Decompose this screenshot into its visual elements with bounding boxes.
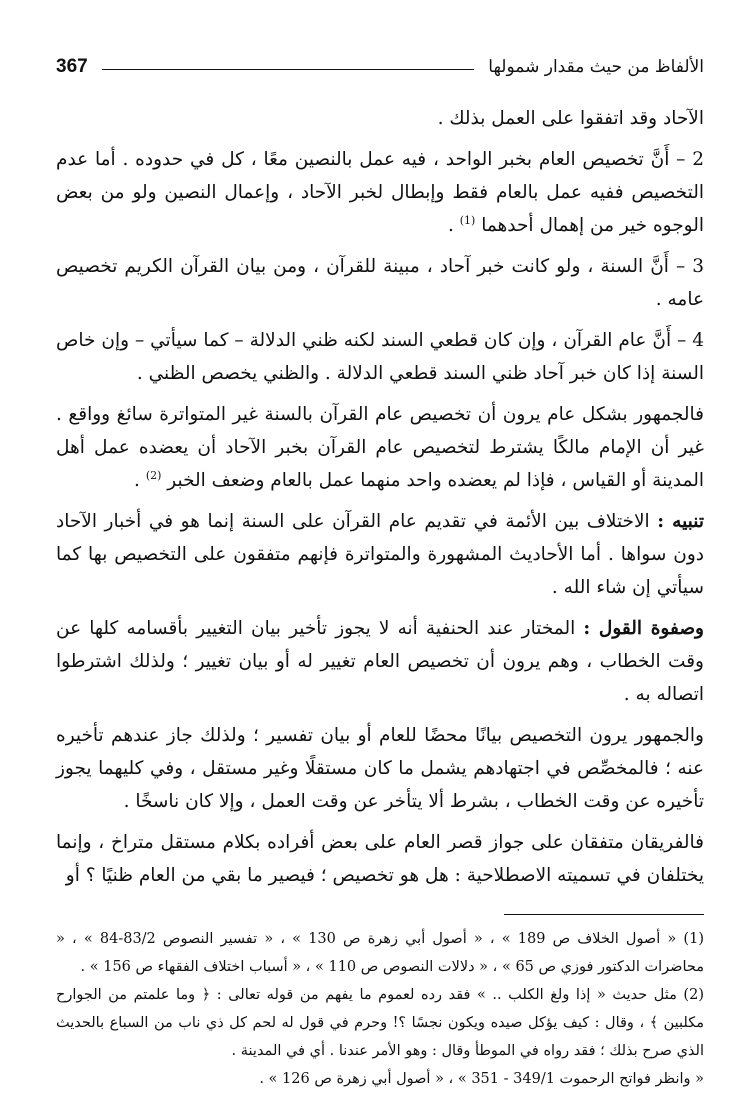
paragraph-9: فالفريقان متفقان على جواز قصر العام على بعض أفراده بكلام مستقل متراخ ، وإنما يختلفان في تسميته الاصطلاحية : هل هو تخصيص ؛ فيصير ما بقي من العام ظنيًا ؟ أو <box>56 832 704 886</box>
page-header <box>56 50 704 84</box>
header-rule <box>102 69 475 70</box>
main-text <box>56 102 704 892</box>
paragraph-8: والجمهور يرون التخصيص بيانًا محضًا للعام أو بيان تفسير ؛ ولذلك جاز عندهم تأخيره عنه ؛ فالمخصِّص في اجتهادهم يشمل ما كان مستقلًا وغير مستقل ، وفي كليهما يجوز تأخيره عن وقت الخطاب ، بشرط ألا يتأخر عن وقت العمل ، وإلا كان ناسخًا . <box>56 725 704 812</box>
paragraph-4: 4 – أَنَّ عام القرآن ، وإن كان قطعي السند لكنه ظني الدلالة – كما سيأتي – وإن خاص السنة إذا كان خبر آحاد ظني السند قطعي الدلالة . والظني يخصص الظني . <box>56 330 704 384</box>
paragraph-3: 3 – أَنَّ السنة ، ولو كانت خبر آحاد ، مبينة للقرآن ، ومن بيان القرآن الكريم تخصيص عامه . <box>56 256 704 310</box>
footnote-3: « وانظر فواتح الرحموت 349/1 - 351 » ، « أصول أبي زهرة ص 126 » . <box>259 1071 704 1087</box>
page-number: 367 <box>56 56 88 77</box>
running-title: الألفاظ من حيث مقدار شمولها <box>488 57 704 77</box>
book-page <box>56 50 704 1093</box>
footnote-rule <box>504 914 704 915</box>
paragraph-safwa: وصفوة القول : المختار عند الحنفية أنه لا يجوز تأخير بيان التغيير بأقسامه كلها عن وقت الخطاب ، وهم يرون أن تخصيص العام تغيير له أو بيان تغيير ؛ ولذلك اشترطوا اتصاله به . <box>56 618 704 705</box>
paragraph-tanbih: تنبيه : الاختلاف بين الأئمة في تقديم عام القرآن على السنة إنما هو في أخبار الآحاد دون سواها . أما الأحاديث المشهورة والمتواترة فإنهم متفقون على التخصيص بها كما سيأتي إن شاء الله . <box>56 511 704 598</box>
safwa-lead: وصفوة القول : <box>583 618 704 639</box>
footnotes <box>56 925 704 1093</box>
footnote-mark-1: (1) <box>459 213 476 227</box>
footnote-mark-2: (2) <box>145 468 162 482</box>
paragraph-2: 2 – أَنَّ تخصيص العام بخبر الواحد ، فيه عمل بالنصين معًا ، كل في حدوده . أما عدم التخصيص ففيه عمل بالعام فقط وإبطال لخبر الآحاد ، وإعمال النصين ولو من بعض الوجوه خير من إهمال أحدهما $^{(1)}$ . <box>56 149 704 236</box>
footnote-1: (1) « أصول الخلاف ص 189 » ، « أصول أبي زهرة ص 130 » ، « تفسير النصوص 83/2-84 » ، « محاضرات الدكتور فوزي ص 65 » ، « دلالات النصوص ص 110 » ، « أسباب اختلاف الفقهاء ص 156 » . <box>56 931 705 975</box>
paragraph-5: فالجمهور بشكل عام يرون أن تخصيص عام القرآن بالسنة غير المتواترة سائغ وواقع . غير أن الإمام مالكًا يشترط لتخصيص عام القرآن بخبر الآحاد أن يعضده عمل أهل المدينة أو القياس ، فإذا لم يعضده واحد منهما عمل بالعام وضعف الخبر $^{(2)}$ . <box>56 404 704 491</box>
paragraph-1: الآحاد وقد اتفقوا على العمل بذلك . <box>437 108 704 129</box>
tanbih-lead: تنبيه : <box>657 511 704 532</box>
footnote-2: (2) مثل حديث « إذا ولغ الكلب .. » فقد رده لعموم ما يفهم من قوله تعالى : ﴿ وما علمتم من الجوارح مكلبين ﴾ ، وقال : كيف يؤكل صيده ويكون نجسًا ؟! وحرم في قول له لحم كل ذي ناب من السباع بالحديث الذي صرح بذلك ؛ فقد رواه في الموطأ وقال : وهو الأمر عندنا . أي في المدينة . <box>56 987 704 1059</box>
